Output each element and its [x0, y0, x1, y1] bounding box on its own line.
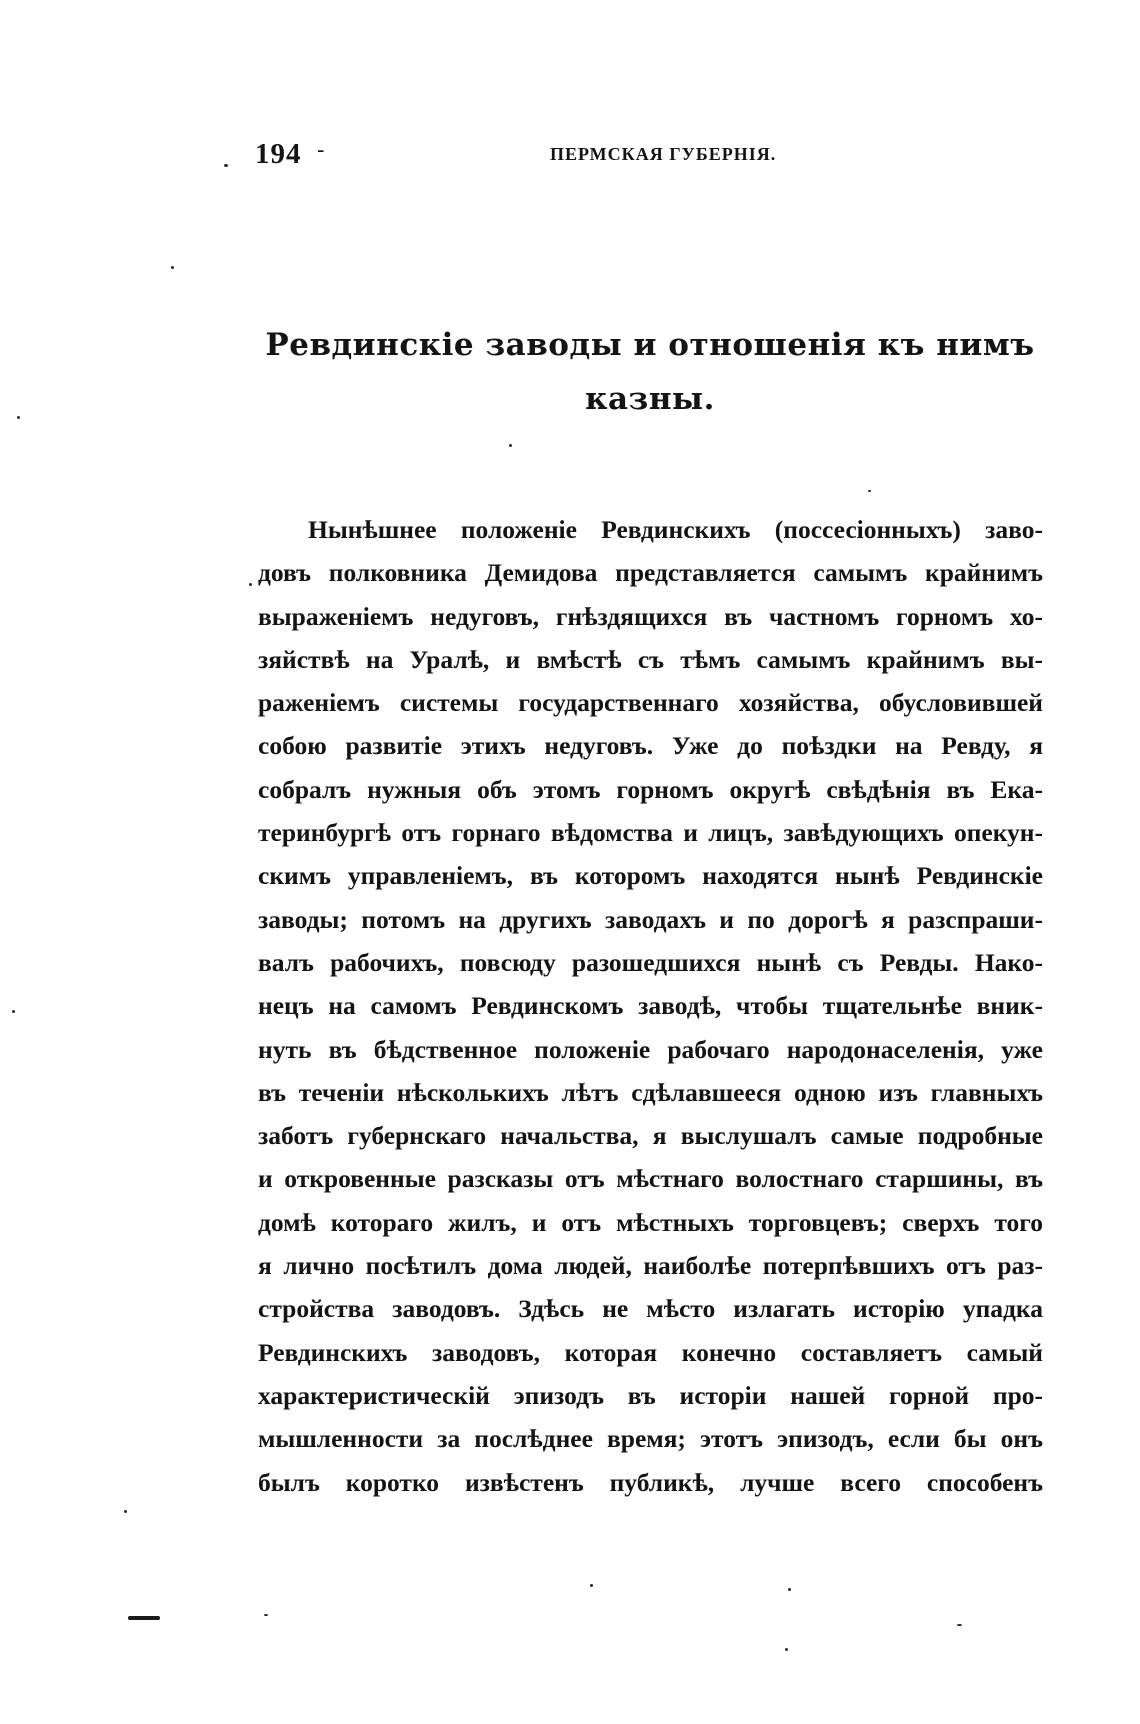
text-line: скимъ управленіемъ, въ которомъ находятся нынѣ Ревдинскіе: [258, 861, 1043, 891]
scan-speck: [957, 1624, 962, 1626]
scan-speck: [124, 1510, 127, 1513]
scan-speck: [12, 1010, 15, 1013]
scan-speck: [509, 444, 512, 447]
running-head: ПЕРМСКАЯ ГУБЕРНІЯ.: [550, 144, 777, 164]
text-line: выраженіемъ недуговъ, гнѣздящихся въ частномъ горномъ хо-: [258, 601, 1043, 631]
text-line: довъ полковника Демидова представляется самымъ крайнимъ: [258, 558, 1043, 588]
text-line: Нынѣшнее положеніе Ревдинскихъ (поссесіонныхъ) заво-: [308, 515, 1043, 544]
text-line: характеристическій эпизодъ въ исторіи нашей горной про-: [258, 1380, 1043, 1410]
text-line: собою развитіе этихъ недуговъ. Уже до поѣздки на Ревду, я: [258, 731, 1043, 761]
chapter-title-line: казны.: [585, 381, 715, 417]
text-line: валъ рабочихъ, повсюду разошедшихся нынѣ съ Ревды. Нако-: [258, 947, 1043, 977]
scan-speck: [224, 164, 228, 167]
text-line: теринбургѣ отъ горнаго вѣдомства и лицъ, завѣдующихъ опекун-: [258, 818, 1043, 848]
page-header: [255, 138, 1055, 178]
text-line: стройства заводовъ. Здѣсь не мѣсто излагать исторію упадка: [258, 1294, 1043, 1324]
text-line: нецъ на самомъ Ревдинскомъ заводѣ, чтобы тщательнѣе вник-: [258, 991, 1043, 1021]
scan-dash-mark: [128, 1616, 160, 1620]
text-line: заботъ губернскаго начальства, я выслушалъ самые подробные: [258, 1121, 1043, 1151]
scan-speck: [590, 1584, 593, 1587]
page-number: 194: [255, 138, 302, 170]
scan-speck: [788, 1588, 791, 1591]
body-paragraph: [258, 508, 1043, 1504]
text-line: я лично посѣтилъ дома людей, наиболѣе потерпѣвшихъ отъ раз-: [258, 1251, 1043, 1281]
scan-speck: [868, 490, 871, 492]
chapter-title: [250, 318, 1050, 426]
scan-speck: [785, 1648, 788, 1651]
text-line: въ теченіи нѣсколькихъ лѣтъ сдѣлавшееся одною изъ главныхъ: [258, 1077, 1043, 1107]
scan-speck: [249, 583, 252, 586]
scan-speck: [264, 1614, 268, 1616]
text-line: и откровенные разсказы отъ мѣстнаго волостнаго старшины, въ: [258, 1164, 1043, 1194]
scan-speck: [171, 266, 174, 269]
page-number-dash: -: [317, 138, 325, 163]
text-line: зяйствѣ на Уралѣ, и вмѣстѣ съ тѣмъ самымъ крайнимъ вы-: [258, 644, 1043, 674]
text-line: раженіемъ системы государственнаго хозяйства, обусловившей: [258, 688, 1043, 718]
text-line: домѣ котораго жилъ, и отъ мѣстныхъ торговцевъ; сверхъ того: [258, 1207, 1043, 1237]
chapter-title-line: Ревдинскіе заводы и отношенія къ нимъ: [265, 327, 1035, 363]
text-line: мышленности за послѣднее время; этотъ эпизодъ, если бы онъ: [258, 1424, 1043, 1454]
text-line: заводы; потомъ на другихъ заводахъ и по дорогѣ я разспраши-: [258, 904, 1043, 934]
text-line: собралъ нужныя объ этомъ горномъ округѣ свѣдѣнія въ Ека-: [258, 774, 1043, 804]
text-line: Ревдинскихъ заводовъ, которая конечно составляетъ самый: [258, 1337, 1043, 1367]
scan-speck: [17, 416, 20, 419]
text-line: былъ коротко извѣстенъ публикѣ, лучше всего способенъ: [258, 1467, 1043, 1497]
text-line: нуть въ бѣдственное положеніе рабочаго народонаселенія, уже: [258, 1034, 1043, 1064]
